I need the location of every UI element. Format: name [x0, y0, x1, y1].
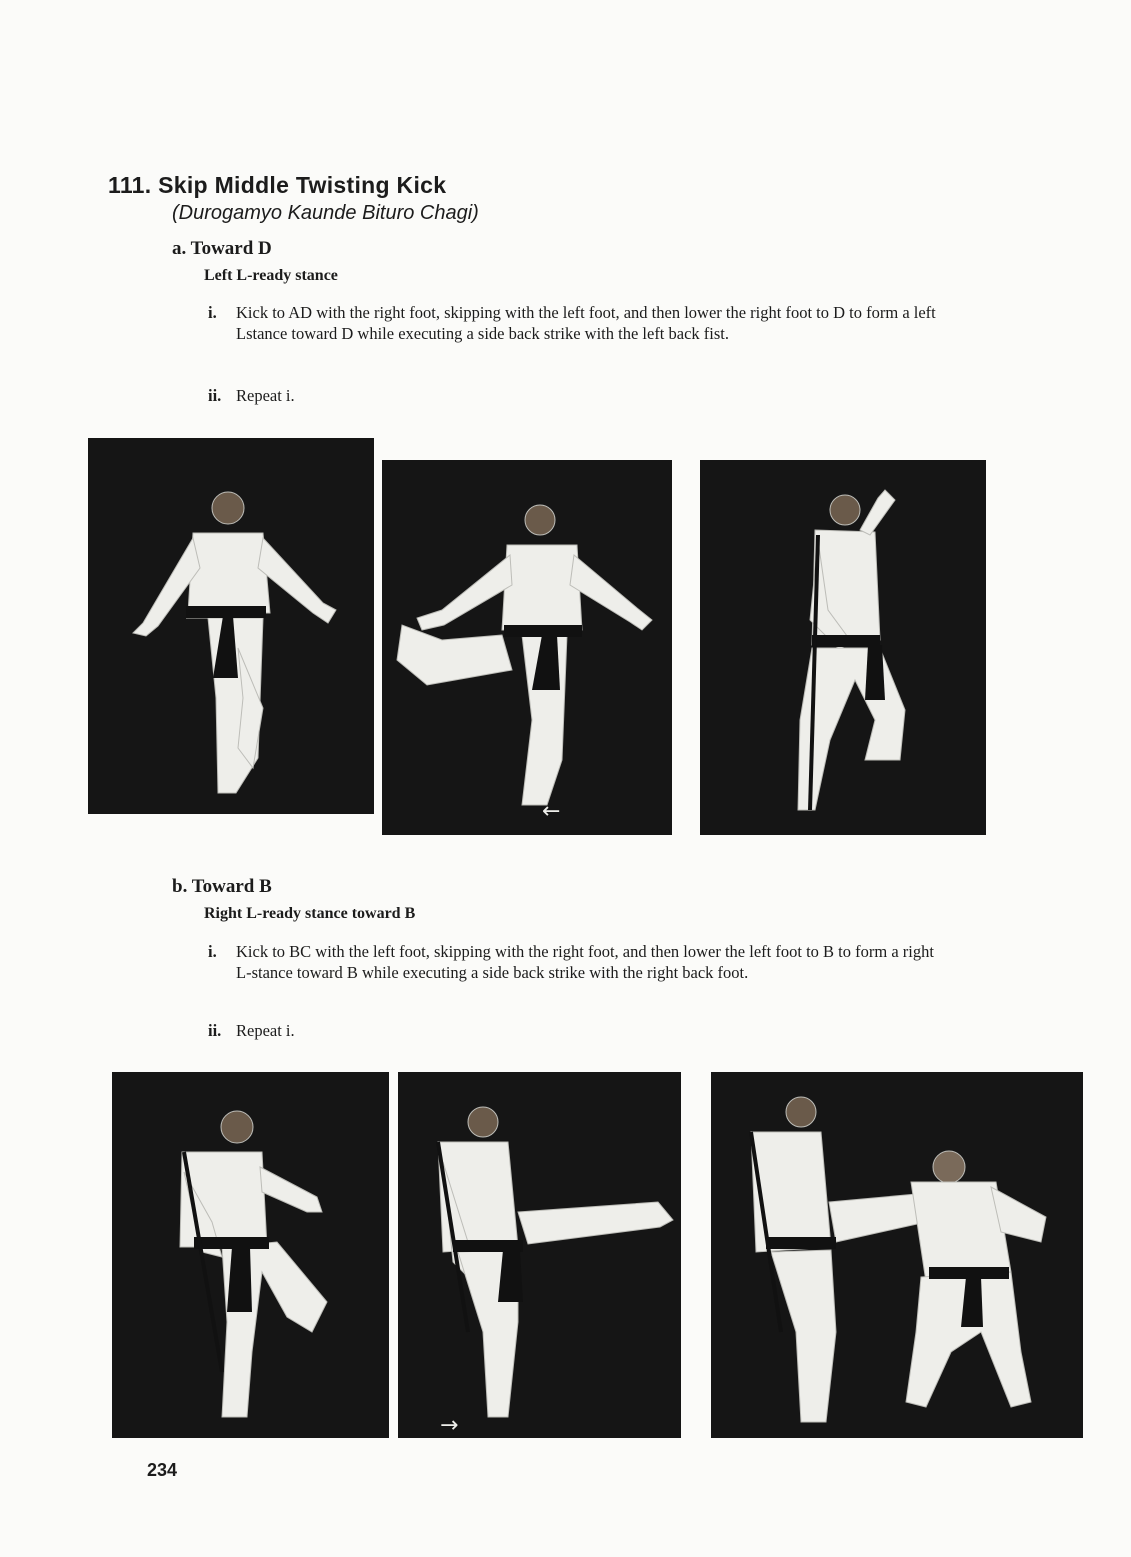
page-number: 234	[147, 1460, 178, 1480]
photo-b1	[112, 1072, 389, 1438]
photo-a1	[88, 438, 374, 814]
figure-illustration	[88, 438, 374, 814]
figure-illustration	[382, 460, 672, 835]
step-number: i.	[208, 303, 217, 322]
step-text: Kick to AD with the right foot, skipping with the left foot, and then lower the right foot to D to form a left Lstance toward D while executing a side back strike with the left back fist.	[236, 303, 936, 343]
step-b-i	[208, 941, 936, 983]
section-subtitle: (Durogamyo Kaunde Bituro Chagi)	[172, 202, 479, 224]
subsection-a-heading: a. Toward D	[172, 238, 272, 259]
step-a-ii	[208, 385, 936, 406]
figure-illustration	[112, 1072, 389, 1438]
step-number: i.	[208, 942, 217, 961]
section-title: 111. Skip Middle Twisting Kick	[108, 172, 447, 198]
figure-illustration	[711, 1072, 1083, 1438]
subsection-a-stance: Left L-ready stance	[204, 267, 338, 284]
step-text: Repeat i.	[236, 386, 295, 405]
direction-arrow: ←	[542, 799, 561, 824]
step-number: ii.	[208, 1021, 222, 1040]
photo-b2	[398, 1072, 681, 1438]
figure-illustration	[700, 460, 986, 835]
photo-b3	[711, 1072, 1083, 1438]
step-text: Repeat i.	[236, 1021, 295, 1040]
figure-illustration	[398, 1072, 681, 1438]
step-number: ii.	[208, 386, 222, 405]
subsection-b-heading: b. Toward B	[172, 876, 272, 897]
step-a-i	[208, 302, 936, 344]
subsection-b-stance: Right L-ready stance toward B	[204, 905, 416, 922]
photo-a3	[700, 460, 986, 835]
photo-a2	[382, 460, 672, 835]
step-b-ii	[208, 1020, 936, 1041]
step-text: Kick to BC with the left foot, skipping with the right foot, and then lower the left foot to B to form a right L-stance toward B while executing a side back strike with the right back foot.	[236, 942, 934, 982]
direction-arrow: →	[440, 1413, 459, 1438]
